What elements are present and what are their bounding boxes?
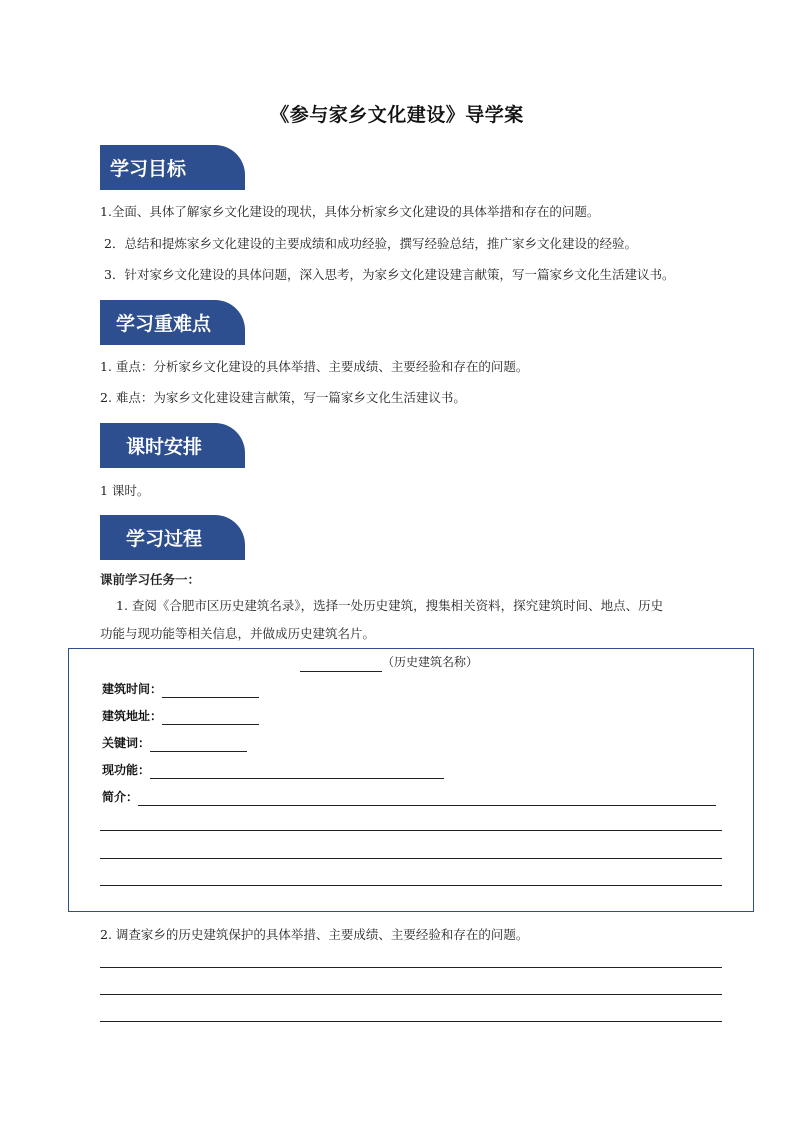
intro-line-2[interactable] [100, 830, 722, 831]
goal-item-2: 2．总结和提炼家乡文化建设的主要成绩和成功经验，撰写经验总结，推广家乡文化建设的经验。 [104, 236, 637, 251]
keypoint-item-1: 1. 重点：分析家乡文化建设的具体举措、主要成绩、主要经验和存在的问题。 [100, 359, 529, 374]
field-time-blank[interactable] [162, 683, 259, 698]
section-heading: 课时安排 [126, 436, 203, 458]
goal-item-1: 1.全面、具体了解家乡文化建设的现状，具体分析家乡文化建设的具体举措和存在的问题。 [100, 204, 600, 219]
building-name-suffix: （历史建筑名称） [382, 655, 479, 669]
field-function-label: 现功能： [102, 763, 151, 777]
section-heading: 学习过程 [126, 528, 203, 550]
field-address-row [102, 707, 259, 725]
field-function-blank[interactable] [150, 764, 444, 779]
building-name-row [300, 652, 478, 672]
building-name-blank[interactable] [300, 657, 382, 672]
field-intro-blank[interactable] [138, 791, 716, 806]
field-keywords-row [102, 734, 247, 752]
task1-line2: 功能与现功能等相关信息，并做成历史建筑名片。 [100, 626, 376, 641]
field-function-row [102, 761, 444, 779]
field-keywords-blank[interactable] [150, 737, 247, 752]
field-address-blank[interactable] [162, 710, 259, 725]
field-time-row [102, 680, 259, 698]
intro-line-4[interactable] [100, 885, 722, 886]
answer-line-3[interactable] [100, 1021, 722, 1022]
task-label: 课前学习任务一： [100, 572, 201, 587]
goal-item-3: 3．针对家乡文化建设的具体问题，深入思考，为家乡文化建设建言献策，写一篇家乡文化生活建议书。 [104, 267, 675, 282]
section-heading: 学习重难点 [116, 313, 212, 335]
page-title: 《参与家乡文化建设》导学案 [270, 104, 524, 126]
task2-text: 2. 调查家乡的历史建筑保护的具体举措、主要成绩、主要经验和存在的问题。 [100, 927, 529, 942]
section-tab-schedule [100, 423, 245, 468]
section-tab-process [100, 515, 245, 560]
section-tab-goals [100, 145, 245, 190]
answer-line-2[interactable] [100, 994, 722, 995]
field-intro-label: 简介： [102, 790, 139, 804]
answer-line-1[interactable] [100, 967, 722, 968]
intro-line-3[interactable] [100, 858, 722, 859]
field-intro-row [102, 788, 716, 806]
keypoint-item-2: 2. 难点：为家乡文化建设建言献策，写一篇家乡文化生活建议书。 [100, 390, 466, 405]
schedule-text: 1 课时。 [100, 483, 150, 498]
task1-line1: 1. 查阅《合肥市区历史建筑名录》，选择一处历史建筑，搜集相关资料，探究建筑时间、地点、历史 [116, 598, 664, 613]
field-address-label: 建筑地址： [102, 709, 163, 723]
field-time-label: 建筑时间： [102, 682, 163, 696]
section-heading: 学习目标 [110, 158, 187, 180]
section-tab-keypoints [100, 300, 245, 345]
field-keywords-label: 关键词： [102, 736, 151, 750]
